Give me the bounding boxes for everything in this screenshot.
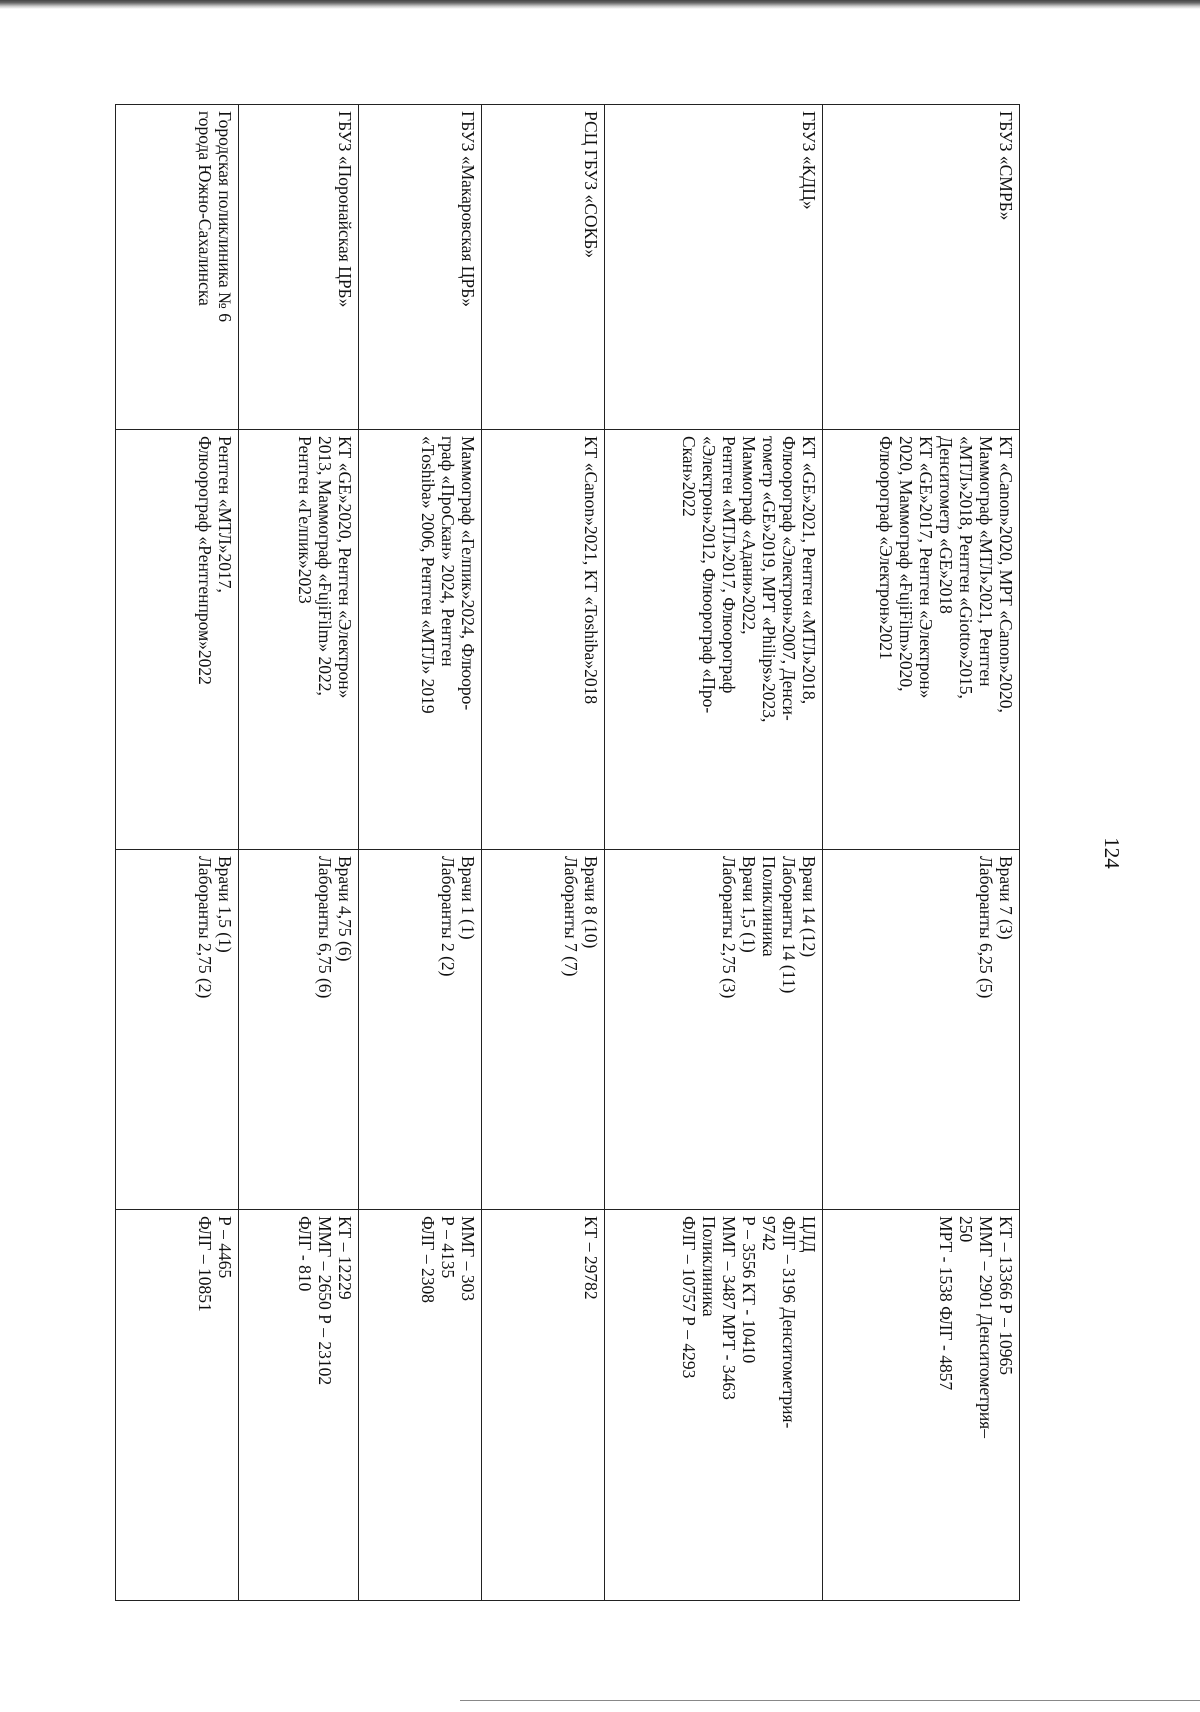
table-row bbox=[823, 105, 1020, 1601]
institution-cell: ГБУЗ «СМРБ» bbox=[823, 105, 1020, 430]
equipment-cell: КТ «GE»2021, Рентген «МТЛ»2018, Флюорограф «Электрон»2007, Денси- тометр «GE»2019, МРТ «Philips»2023, Маммограф «Адани»2022, Рентген «МТЛ»2017, Флюорограф «Электрон»2012, Флюорограф «Про- Скан»2022 bbox=[605, 430, 823, 850]
equipment-table-container bbox=[116, 104, 1020, 1600]
institution-cell: Городская поликлиника № 6 города Южно-Сахалинска bbox=[116, 105, 239, 430]
volume-cell: КТ – 12229 ММГ – 2650 Р – 23102 ФЛГ - 810 bbox=[239, 1210, 359, 1601]
volume-cell: Р – 4465 ФЛГ – 10851 bbox=[116, 1210, 239, 1601]
equipment-cell: Маммограф «Гелпик»2024, Флюоро- граф «ПроСкан» 2024, Рентген «Toshiba» 2006, Рентген «МТЛ» 2019 bbox=[359, 430, 482, 850]
table-row bbox=[605, 105, 823, 1601]
equipment-cell: КТ «Canon»2021, КТ «Toshiba»2018 bbox=[482, 430, 605, 850]
table-row bbox=[359, 105, 482, 1601]
table-row bbox=[116, 105, 239, 1601]
institution-cell: ГБУЗ «Макаровская ЦРБ» bbox=[359, 105, 482, 430]
staff-cell: Врачи 8 (10) Лаборанты 7 (7) bbox=[482, 850, 605, 1210]
institution-cell: ГБУЗ «Поронайская ЦРБ» bbox=[239, 105, 359, 430]
volume-cell: КТ – 13366 Р – 10965 ММГ – 2901 Денситометрия– 250 МРТ - 1538 ФЛГ - 4857 bbox=[823, 1210, 1020, 1601]
volume-cell: ММГ – 303 Р – 4135 ФЛГ – 2308 bbox=[359, 1210, 482, 1601]
staff-cell: Врачи 7 (3) Лаборанты 6,25 (5) bbox=[823, 850, 1020, 1210]
equipment-cell: КТ «GE»2020, Рентген «Электрон» 2013, Маммограф «FujiFilm» 2022, Рентген «Гелпик»2023 bbox=[239, 430, 359, 850]
table-row bbox=[239, 105, 359, 1601]
staff-cell: Врачи 1,5 (1) Лаборанты 2,75 (2) bbox=[116, 850, 239, 1210]
staff-cell: Врачи 4,75 (6) Лаборанты 6,75 (6) bbox=[239, 850, 359, 1210]
volume-cell: ЦЛД ФЛГ – 3196 Денситометрия- 9742 Р – 3556 КТ - 10410 ММГ – 3487 МРТ - 3463 Поликлиника ФЛГ – 10757 Р – 4293 bbox=[605, 1210, 823, 1601]
scan-edge-bottom bbox=[460, 1700, 1200, 1701]
table-row bbox=[482, 105, 605, 1601]
equipment-table bbox=[115, 104, 1020, 1601]
institution-cell: ГБУЗ «КДЦ» bbox=[605, 105, 823, 430]
equipment-cell: Рентген «МТЛ»2017, Флюорограф «Рентгенпром»2022 bbox=[116, 430, 239, 850]
volume-cell: КТ – 29782 bbox=[482, 1210, 605, 1601]
staff-cell: Врачи 14 (12) Лаборанты 14 (11) Поликлиника Врачи 1,5 (1) Лаборанты 2,75 (3) bbox=[605, 850, 823, 1210]
institution-cell: РСЦ ГБУЗ «СОКБ» bbox=[482, 105, 605, 430]
scan-edge-top bbox=[0, 0, 1200, 9]
page-number: 124 bbox=[1100, 837, 1124, 869]
equipment-cell: КТ «Canon»2020, МРТ «Canon»2020, Маммограф «МТЛ»2021, Рентген «МТЛ»2018, Рентген «Giotto»2015, Денситометр «GE»2018 КТ «GE»2017, Рентген «Электрон» 2020, Маммограф «FujiFilm»2020, Флюорограф «Электрон»2021 bbox=[823, 430, 1020, 850]
staff-cell: Врачи 1 (1) Лаборанты 2 (2) bbox=[359, 850, 482, 1210]
